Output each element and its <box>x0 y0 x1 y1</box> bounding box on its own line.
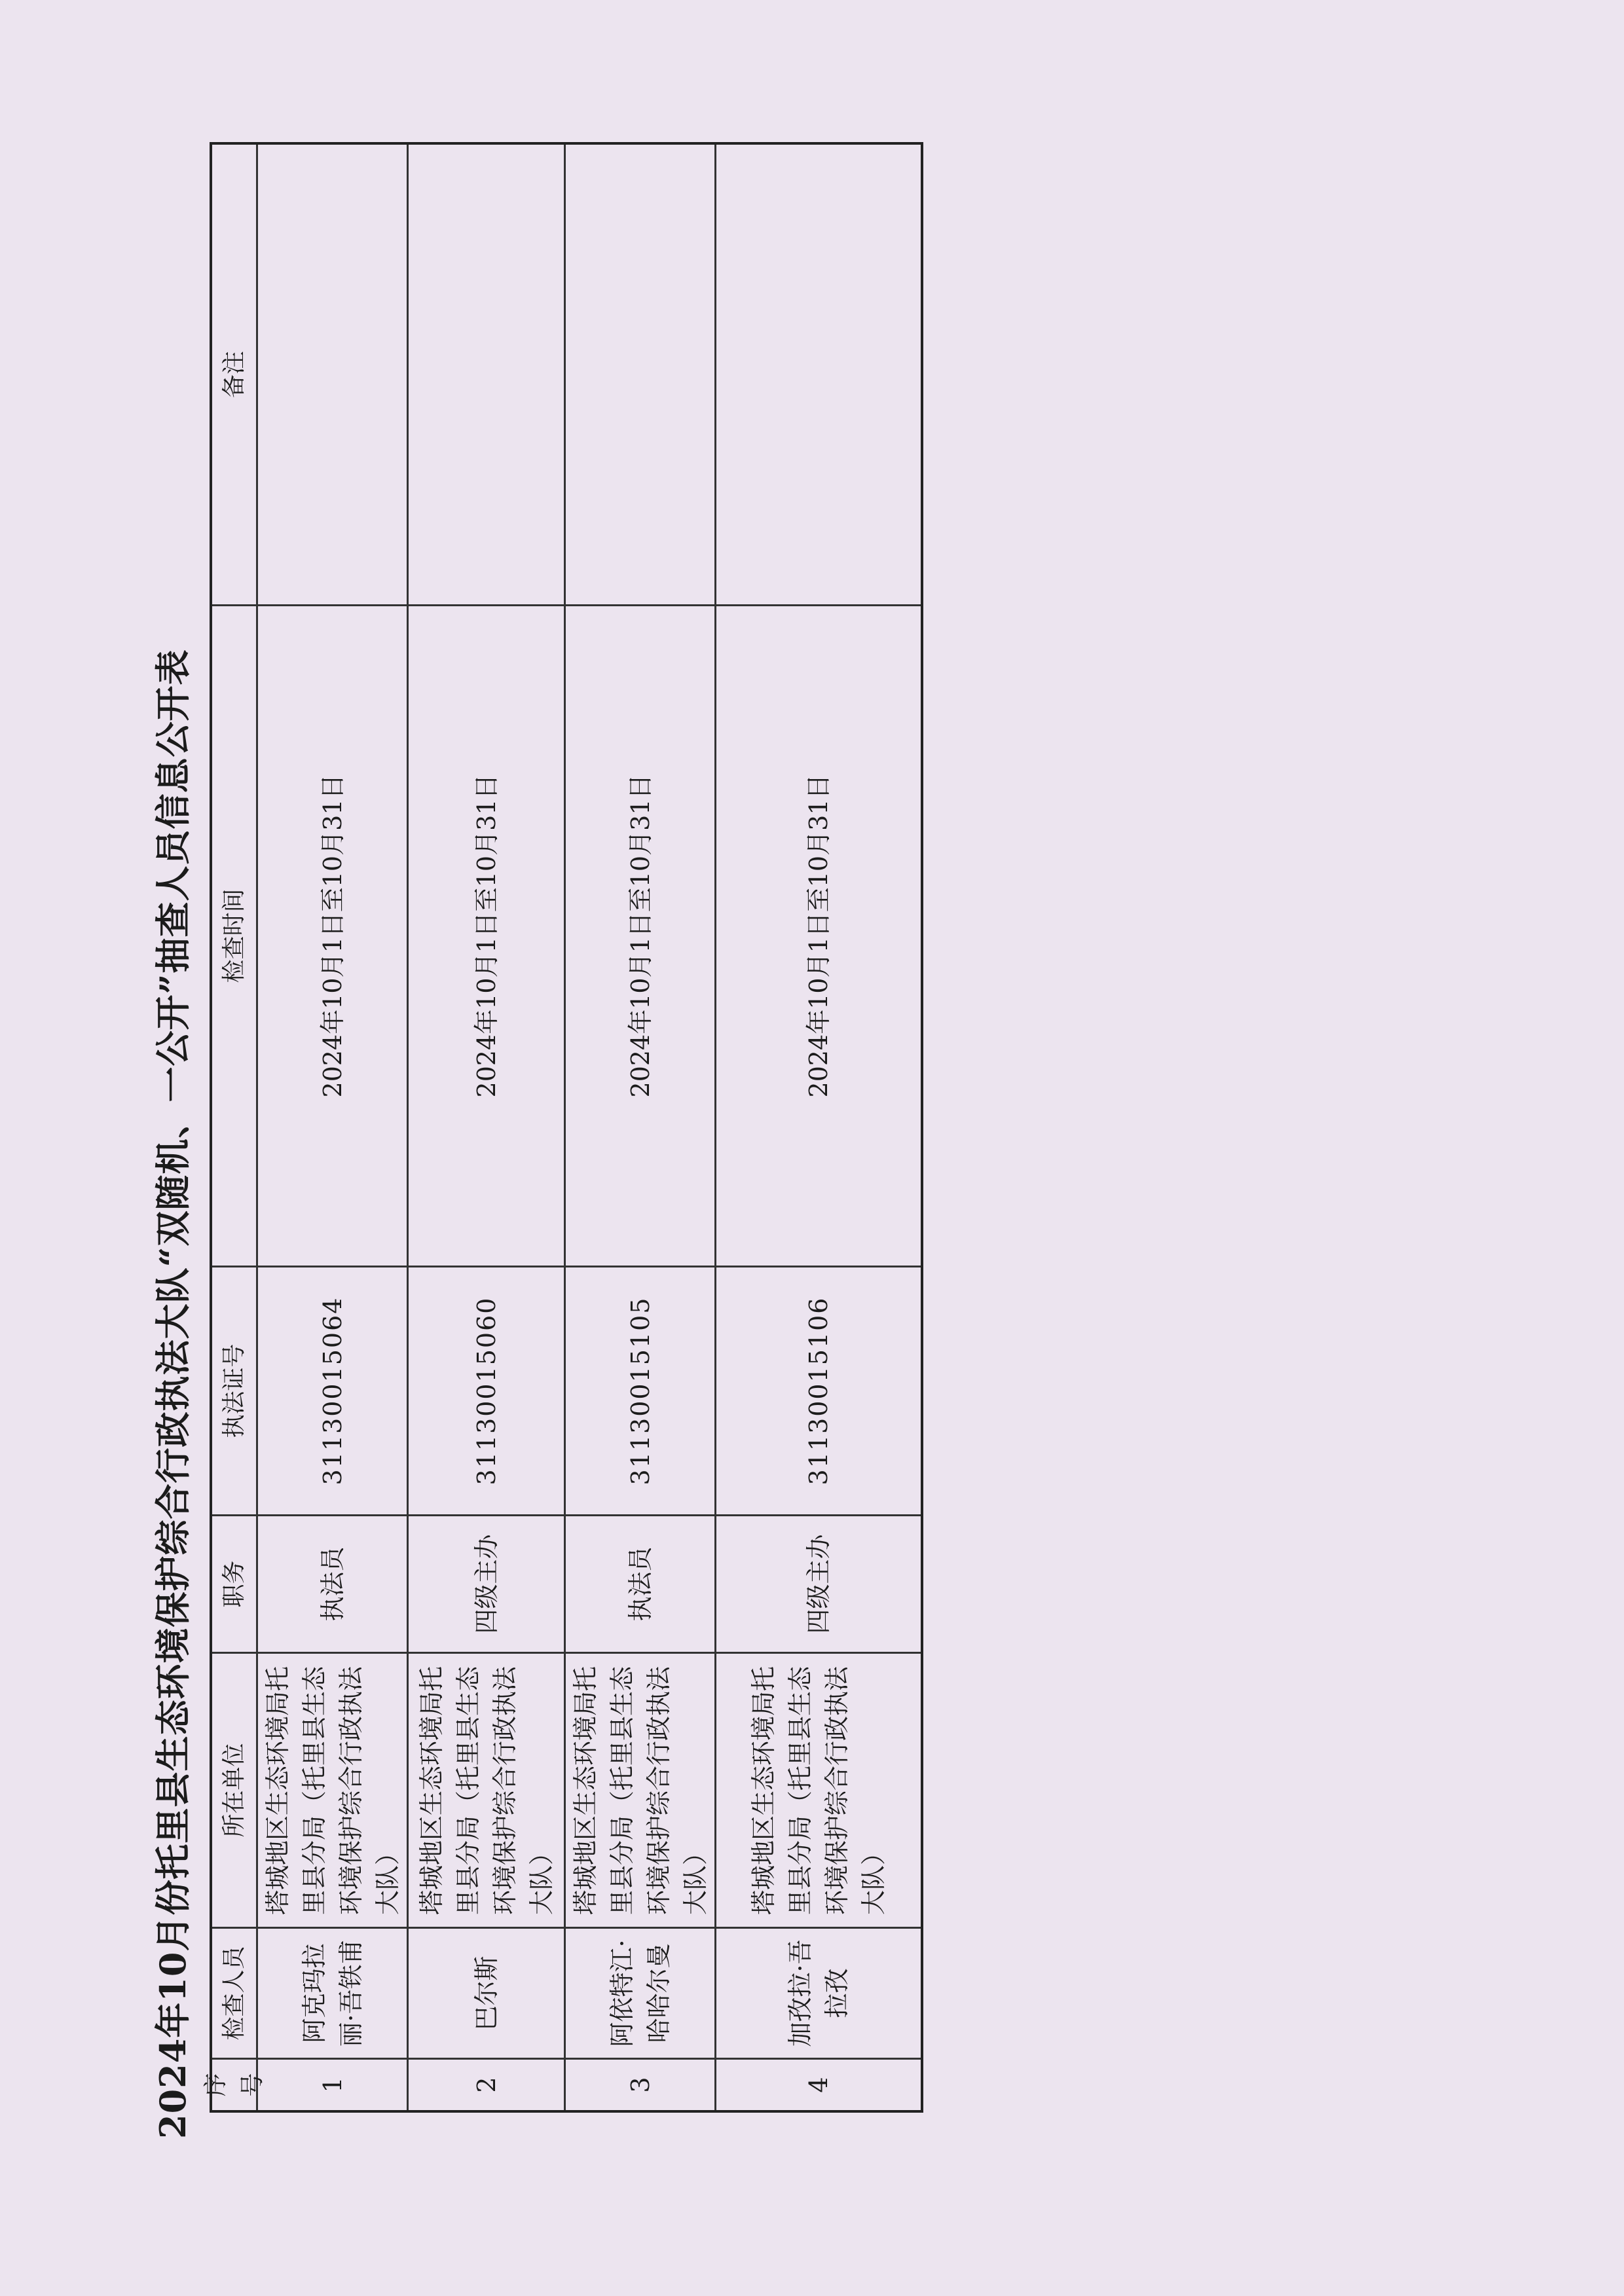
row-cert-no: 31130015105 <box>566 1266 714 1514</box>
table-row <box>258 145 409 2110</box>
row-unit: 塔城地区生态环境局托里县分局（托里县生态环境保护综合行政执法大队） <box>716 1652 921 1927</box>
row-cert-no: 31130015064 <box>258 1266 407 1514</box>
header-position: 职务 <box>212 1514 256 1652</box>
row-inspector-name: 加孜拉·吾拉孜 <box>716 1927 921 2058</box>
table-header-row <box>202 145 266 2110</box>
row-position: 四级主办 <box>409 1514 564 1652</box>
table-row <box>716 145 921 2110</box>
header-index: 序号 <box>212 2058 256 2110</box>
row-time: 2024年10月1日至10月31日 <box>716 604 921 1266</box>
header-cert-no: 执法证号 <box>212 1266 256 1514</box>
row-index: 2 <box>409 2058 564 2110</box>
row-inspector-name: 巴尔斯 <box>409 1927 564 2058</box>
row-position: 四级主办 <box>716 1514 921 1652</box>
row-inspector-name: 阿克玛拉丽·吾铁甫 <box>258 1927 407 2058</box>
header-note: 备注 <box>220 351 248 399</box>
row-note <box>716 145 921 604</box>
row-note <box>566 145 714 604</box>
row-inspector-name: 阿依特江·哈哈尔曼 <box>566 1927 714 2058</box>
inspector-table <box>202 142 923 2113</box>
header-unit: 所在单位 <box>212 1652 256 1927</box>
row-unit: 塔城地区生态环境局托里县分局（托里县生态环境保护综合行政执法大队） <box>409 1652 564 1927</box>
row-note <box>258 145 407 604</box>
row-index: 1 <box>258 2058 407 2110</box>
table-row <box>566 145 716 2110</box>
header-inspector: 检查人员 <box>212 1927 256 2058</box>
row-time: 2024年10月1日至10月31日 <box>409 604 564 1266</box>
row-time: 2024年10月1日至10月31日 <box>566 604 714 1266</box>
header-time: 检查时间 <box>212 604 256 1266</box>
row-note <box>409 145 564 604</box>
row-unit: 塔城地区生态环境局托里县分局（托里县生态环境保护综合行政执法大队） <box>566 1652 714 1927</box>
row-cert-no: 31130015060 <box>409 1266 564 1514</box>
row-index: 3 <box>566 2058 714 2110</box>
document-title: 2024年10月份托里县生态环境保护综合行政执法大队“双随机、一公开”抽查人员信息公开表 <box>152 649 194 2139</box>
row-time: 2024年10月1日至10月31日 <box>258 604 407 1266</box>
row-position: 执法员 <box>566 1514 714 1652</box>
row-unit: 塔城地区生态环境局托里县分局（托里县生态环境保护综合行政执法大队） <box>258 1652 407 1927</box>
row-index: 4 <box>716 2058 921 2110</box>
row-position: 执法员 <box>258 1514 407 1652</box>
table-row <box>409 145 566 2110</box>
row-cert-no: 31130015106 <box>716 1266 921 1514</box>
